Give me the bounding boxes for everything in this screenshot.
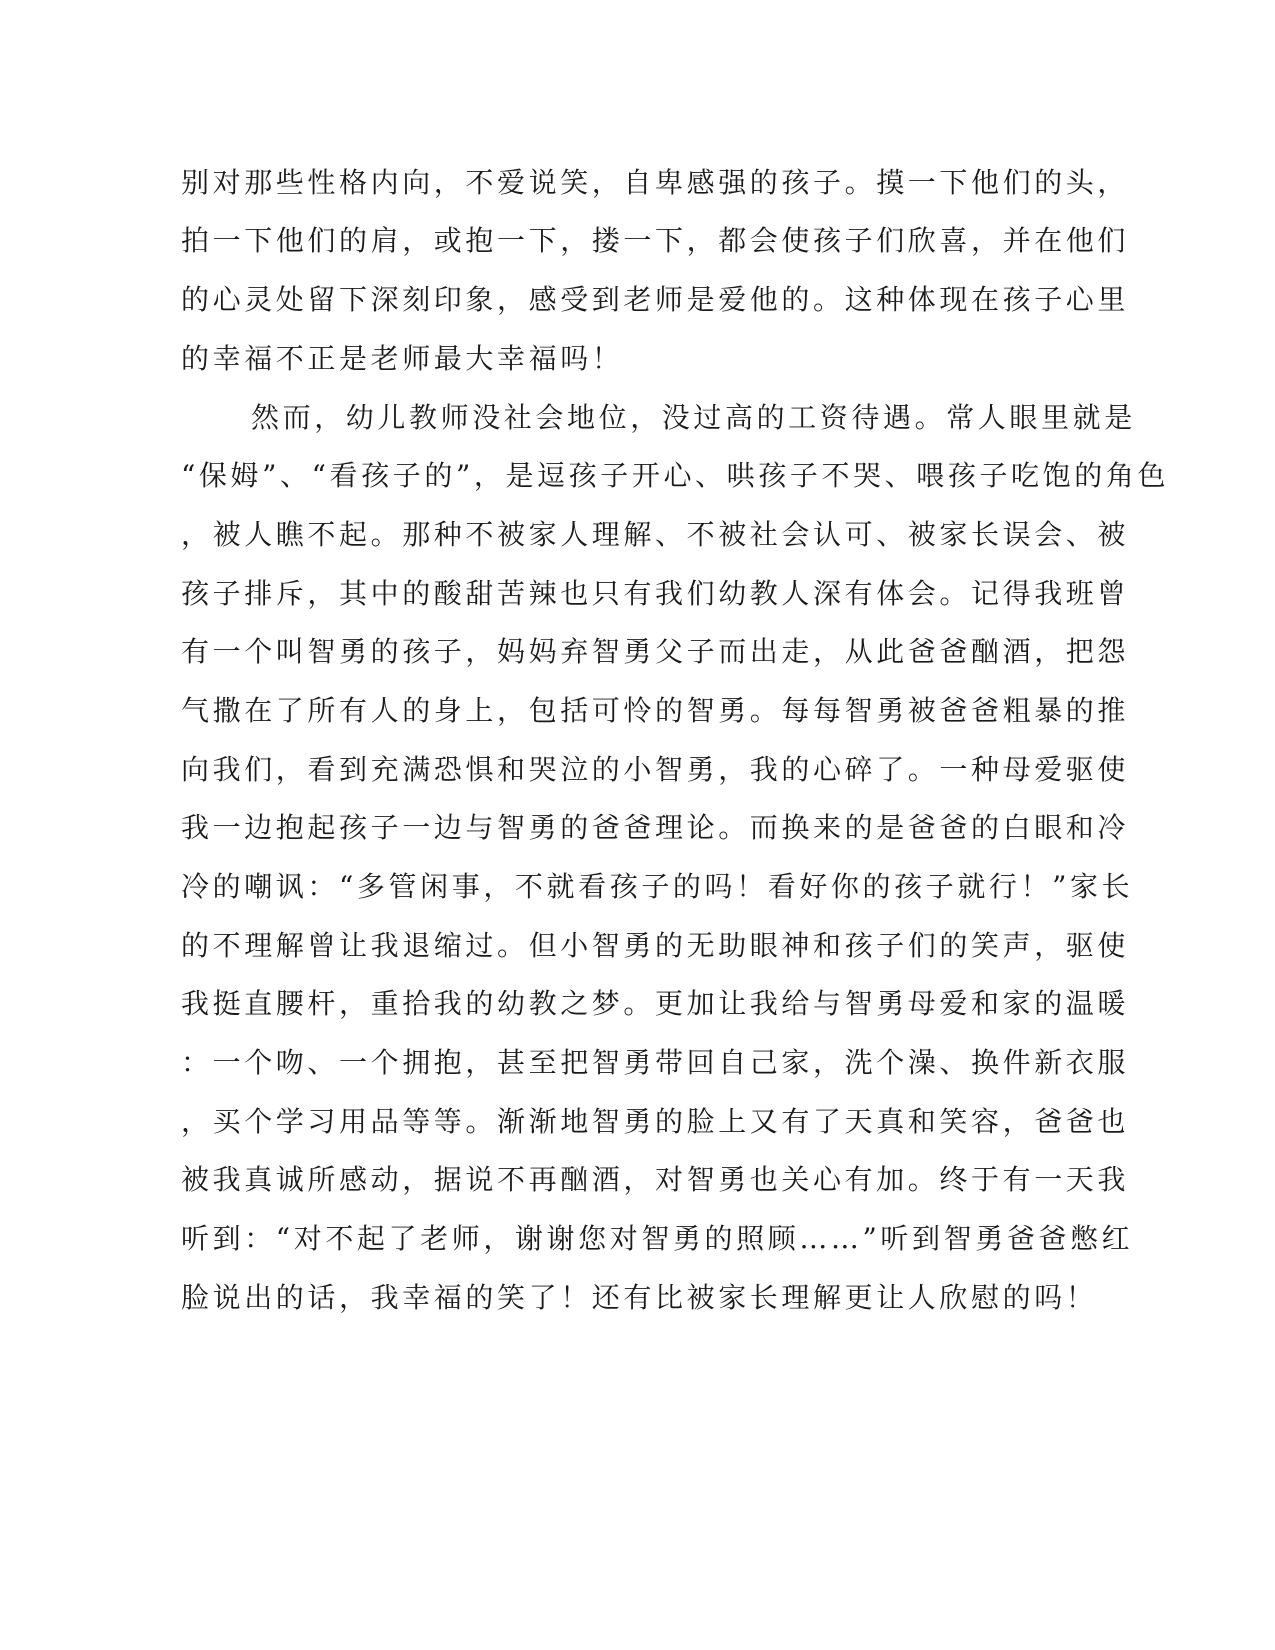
text-line: 听到：“对不起了老师，谢谢您对智勇的照顾……”听到智勇爸爸憋红 [181, 1222, 1134, 1255]
text-line: 的不理解曾让我退缩过。但小智勇的无助眼神和孩子们的笑声，驱使 [181, 929, 1130, 962]
text-line: 脸说出的话，我幸福的笑了！还有比被家长理解更让人欣慰的吗！ [181, 1281, 1098, 1314]
text-line: 别对那些性格内向，不爱说笑，自卑感强的孩子。摸一下他们的头， [181, 166, 1130, 199]
text-line: 向我们，看到充满恐惧和哭泣的小智勇，我的心碎了。一种母爱驱使 [181, 753, 1130, 786]
text-line: 气撒在了所有人的身上，包括可怜的智勇。每每智勇被爸爸粗暴的推 [181, 694, 1130, 727]
text-line: 冷的嘲讽：“多管闲事，不就看孩子的吗！看好你的孩子就行！”家长 [181, 870, 1134, 903]
text-line: 的幸福不正是老师最大幸福吗！ [181, 342, 624, 375]
text-line: ：一个吻、一个拥抱，甚至把智勇带回自己家，洗个澡、换件新衣服 [181, 1046, 1130, 1079]
text-line: 孩子排斥，其中的酸甜苦辣也只有我们幼教人深有体会。记得我班曾 [181, 577, 1130, 610]
text-line: 的心灵处留下深刻印象，感受到老师是爱他的。这种体现在孩子心里 [181, 283, 1130, 316]
text-line: ，被人瞧不起。那种不被家人理解、不被社会认可、被家长误会、被 [181, 518, 1130, 551]
text-line: ，买个学习用品等等。渐渐地智勇的脸上又有了天真和笑容，爸爸也 [181, 1105, 1130, 1138]
text-line: 拍一下他们的肩，或抱一下，搂一下，都会使孩子们欣喜，并在他们 [181, 224, 1130, 257]
text-line: “保姆”、“看孩子的”，是逗孩子开心、哄孩子不哭、喂孩子吃饱的角色 [181, 459, 1170, 492]
text-line: 有一个叫智勇的孩子，妈妈弃智勇父子而出走，从此爸爸酗酒，把怨 [181, 635, 1130, 668]
text-line: 被我真诚所感动，据说不再酗酒，对智勇也关心有加。终于有一天我 [181, 1163, 1130, 1196]
paragraph-first-line: 然而，幼儿教师没社会地位，没过高的工资待遇。常人眼里就是 [251, 401, 1136, 434]
text-line: 我挺直腰杆，重拾我的幼教之梦。更加让我给与智勇母爱和家的温暖 [181, 987, 1130, 1020]
text-line: 我一边抱起孩子一边与智勇的爸爸理论。而换来的是爸爸的白眼和冷 [181, 811, 1130, 844]
